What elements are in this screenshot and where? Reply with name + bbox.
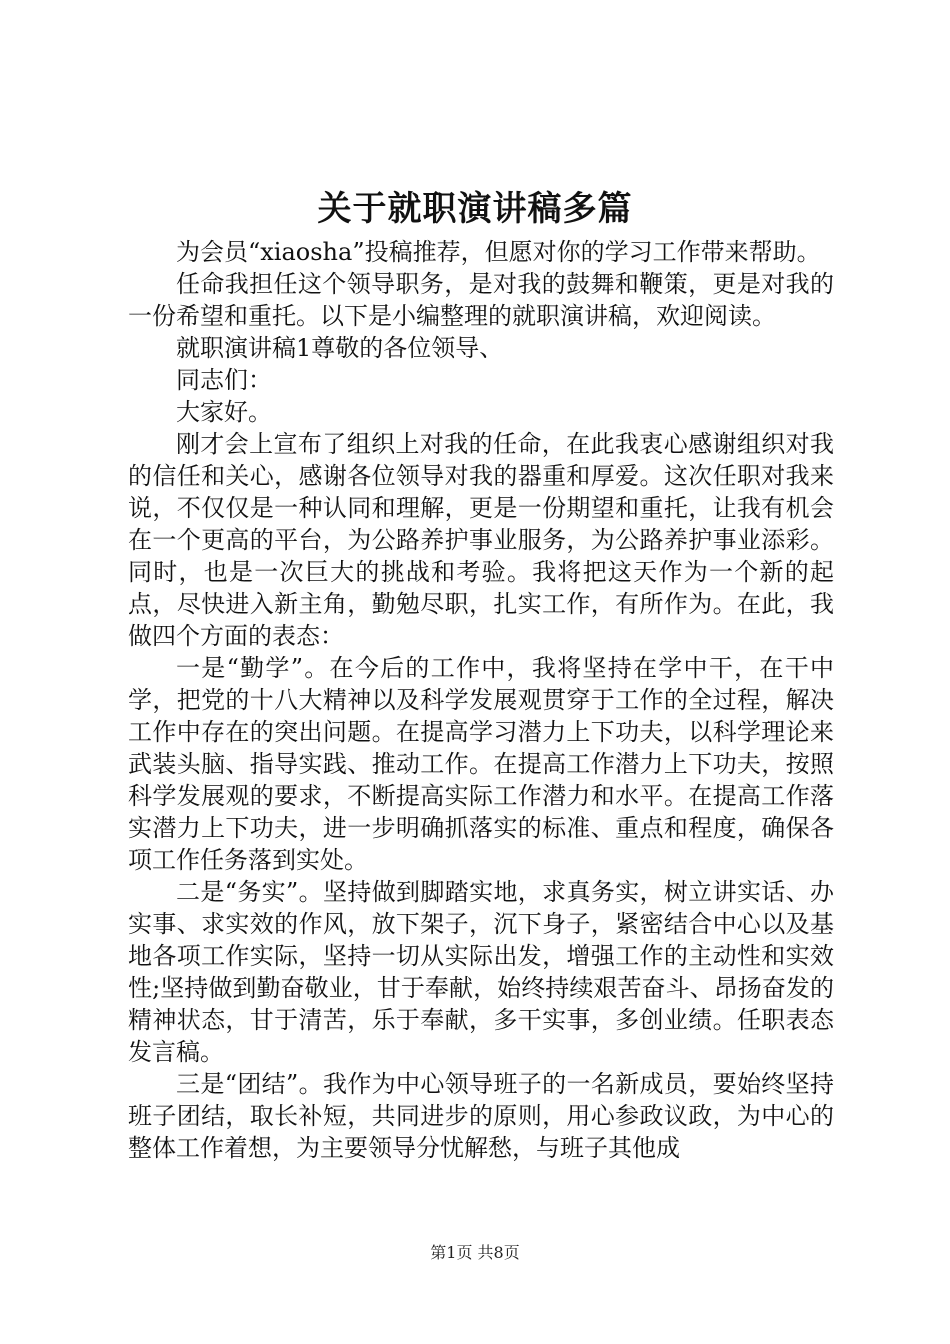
paragraph: 任命我担任这个领导职务，是对我的鼓舞和鞭策，更是对我的一份希望和重托。以下是小编整理的就职演讲稿，欢迎阅读。 — [128, 270, 834, 330]
paragraph: 为会员“xiaosha”投稿推荐，但愿对你的学习工作带来帮助。 — [176, 238, 821, 266]
paragraph: 二是“务实”。坚持做到脚踏实地，求真务实，树立讲实话、办实事、求实效的作风，放下架子，沉下身子，紧密结合中心以及基地各项工作实际，坚持一切从实际出发，增强工作的主动性和实效性;坚持做到勤奋敬业，甘于奉献，始终持续艰苦奋斗、昂扬奋发的精神状态，甘于清苦，乐于奉献，多干实事，多创业绩。任职表态发言稿。 — [128, 878, 834, 1066]
page-footer: 第1页 共8页 — [430, 1243, 520, 1262]
paragraph: 就职演讲稿1尊敬的各位领导、 — [176, 334, 504, 362]
paragraph: 三是“团结”。我作为中心领导班子的一名新成员，要始终坚持班子团结，取长补短，共同进步的原则，用心参政议政，为中心的整体工作着想，为主要领导分忧解愁，与班子其他成 — [128, 1070, 834, 1162]
document-body — [128, 236, 834, 1164]
paragraph: 同志们： — [176, 366, 272, 394]
paragraph: 一是“勤学”。在今后的工作中，我将坚持在学中干，在干中学，把党的十八大精神以及科学发展观贯穿于工作的全过程，解决工作中存在的突出问题。在提高学习潜力上下功夫，以科学理论来武装头脑、指导实践、推动工作。在提高工作潜力上下功夫，按照科学发展观的要求，不断提高实际工作潜力和水平。在提高工作落实潜力上下功夫，进一步明确抓落实的标准、重点和程度，确保各项工作任务落到实处。 — [128, 654, 834, 874]
paragraph: 刚才会上宣布了组织上对我的任命，在此我衷心感谢组织对我的信任和关心，感谢各位领导对我的器重和厚爱。这次任职对我来说，不仅仅是一种认同和理解，更是一份期望和重托，让我有机会在一个更高的平台，为公路养护事业服务，为公路养护事业添彩。同时，也是一次巨大的挑战和考验。我将把这天作为一个新的起点，尽快进入新主角，勤勉尽职，扎实工作，有所作为。在此，我做四个方面的表态： — [128, 430, 834, 650]
document-title: 关于就职演讲稿多篇 — [317, 189, 633, 229]
paragraph: 大家好。 — [176, 398, 272, 426]
